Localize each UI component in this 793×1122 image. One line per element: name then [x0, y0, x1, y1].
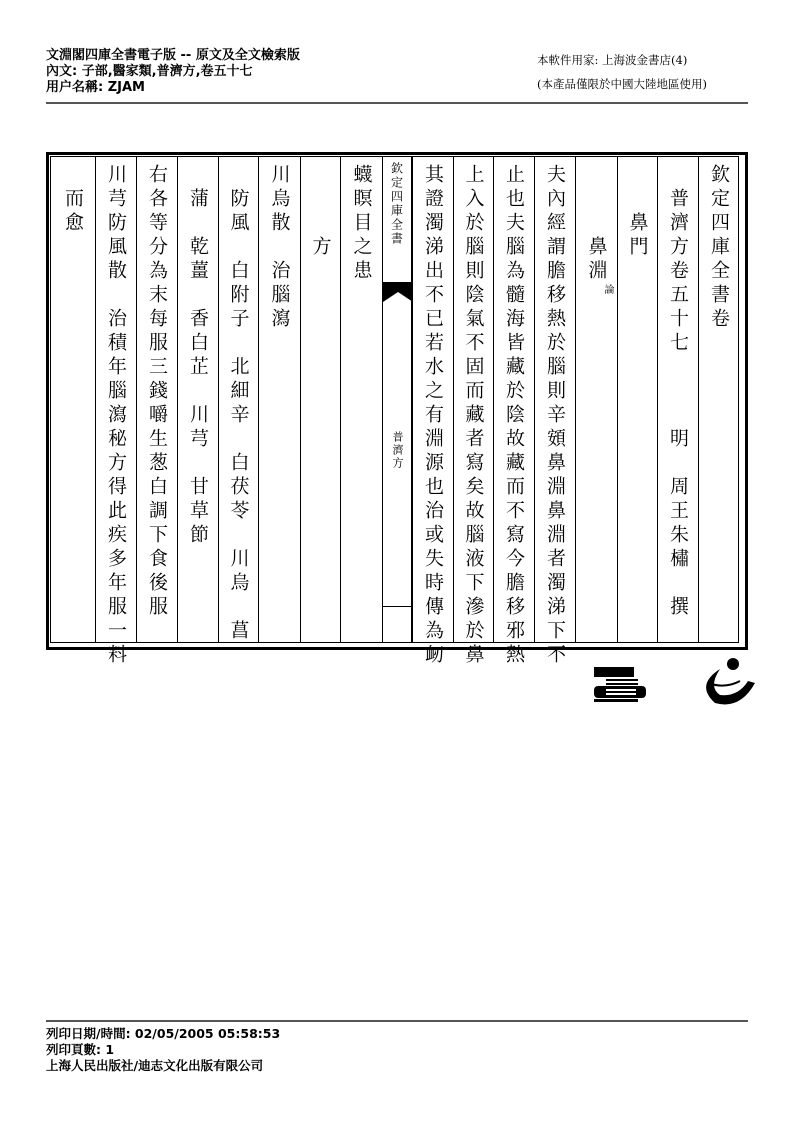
center-banner-column: [382, 156, 412, 643]
banner-section-title: 普濟方: [391, 431, 404, 470]
header-restriction: (本產品僅限於中國大陸地區使用): [537, 77, 707, 91]
banner-divider: [383, 606, 411, 607]
header-content-path: 內文: 子部,醫家類,普濟方,卷五十七: [46, 64, 253, 79]
books-logo-icon: [594, 667, 646, 702]
text-column: [575, 156, 617, 643]
text-column: [453, 156, 493, 668]
column-text: 鼻淵: [585, 164, 608, 284]
text-column: [258, 156, 300, 643]
header-divider: [46, 102, 748, 104]
print-datetime: 列印日期/時間: 02/05/2005 05:58:53: [46, 1026, 281, 1041]
text-column: [412, 156, 453, 668]
column-text: 蒲 乾薑 香白芷 川芎 甘草節: [187, 164, 209, 548]
banner-book-title: 欽定四庫全書: [389, 162, 404, 246]
column-text: 普濟方卷五十七 明 周王朱橚 撰: [667, 164, 689, 620]
text-column: [657, 156, 698, 643]
header-title: 文淵閣四庫全書電子版 -- 原文及全文檢索版: [46, 48, 300, 63]
footer-divider: [46, 1020, 748, 1022]
text-column: [300, 156, 340, 643]
text-column: [617, 156, 657, 643]
column-text: 方: [309, 164, 332, 260]
column-text: 夫內經謂膽移熱於腦則辛頞鼻淵鼻淵者濁涕下不: [544, 164, 566, 668]
column-text: 川烏散 治腦瀉: [268, 164, 291, 332]
column-text: 右各等分為末每服三錢嚼生葱白調下食後服: [146, 164, 168, 620]
header-licensee: 本軟件用家: 上海波金書店(4): [537, 53, 688, 67]
header-username: 用户名稱: ZJAM: [46, 80, 145, 95]
publisher-logo: [590, 655, 760, 710]
text-column: [95, 156, 136, 668]
column-text: 上入於腦則陰氣不固而藏者寫矣故腦液下滲於鼻: [462, 164, 485, 668]
column-text: 而愈: [62, 164, 84, 236]
text-column: [340, 156, 382, 643]
fishtail-mark-icon: [383, 282, 413, 302]
column-note: 論: [602, 284, 613, 295]
text-column: [177, 156, 218, 643]
column-text: 蠛瞑目之患: [350, 164, 373, 284]
publisher: 上海人民出版社/迪志文化出版有限公司: [46, 1058, 264, 1073]
column-text: 其證濁涕出不已若水之有淵源也治或失時傳為衂: [422, 164, 444, 668]
text-column: [698, 156, 739, 643]
column-text: 欽定四庫全書卷: [708, 164, 730, 332]
column-text: 川芎防風散 治積年腦瀉秘方得此疾多年服一料: [105, 164, 127, 668]
text-column: [50, 156, 95, 643]
column-text: 鼻門: [626, 164, 649, 260]
swirl-logo-icon: [706, 658, 755, 704]
text-column: [218, 156, 258, 643]
print-pages: 列印頁數: 1: [46, 1042, 115, 1057]
text-column: [493, 156, 534, 668]
column-text: 止也夫腦為髓海皆藏於陰故藏而不寫今膽移邪熱: [503, 164, 525, 668]
text-column: [534, 156, 575, 668]
text-column: [136, 156, 177, 643]
column-text: 防風 白附子 北細辛 白茯苓 川烏 菖: [227, 164, 250, 644]
